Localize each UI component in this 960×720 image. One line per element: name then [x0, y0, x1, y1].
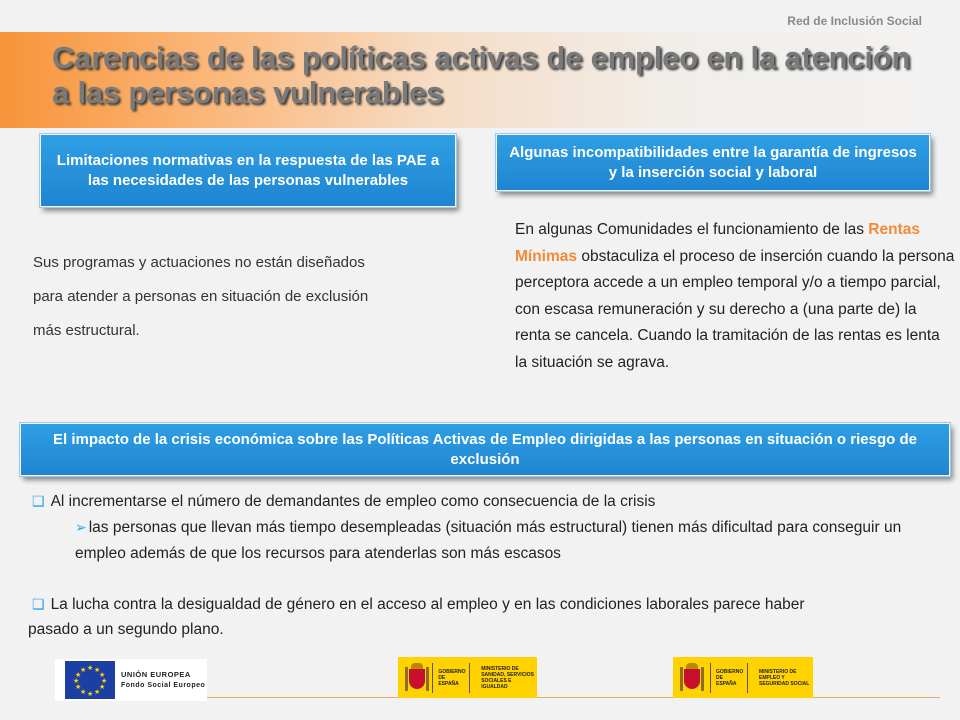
right-text-after: obstaculiza el proceso de inserción cuando la persona perceptora accede a un empleo temporal y/o a tiempo parcial, con escasa remuneración y su derecho a (una parte de) la renta se cancela. Cuando la tramitación de las rentas es lenta la situación se agrava. [515, 247, 955, 371]
bullet-text: La lucha contra la desigualdad de género en el acceso al empleo y en las condiciones laborales parece haber [50, 596, 805, 613]
eu-logo [55, 659, 207, 701]
spain-crest-icon [679, 661, 705, 695]
bullet-item [32, 591, 932, 618]
eu-flag-icon: ★ ★ ★ ★ ★ ★ ★ ★ ★ ★ ★ ★ [65, 661, 115, 699]
eu-line1: UNIÓN EUROPEA [121, 670, 191, 679]
gov-label: GOBIERNO DE ESPAÑA [438, 668, 466, 687]
gov-label: GOBIERNO DE ESPAÑA [716, 668, 744, 687]
rentas-minimas-highlight: Rentas Mínimas [515, 221, 920, 265]
sub-bullet-text: las personas que llevan más tiempo desempleadas (situación más estructural) tienen más dificultad para conseguir un empleo además de que los recursos para atenderlas son más escasos [75, 519, 902, 562]
page-title: Carencias de las políticas activas de empleo en la atención a las personas vulnerables [52, 40, 911, 110]
right-paragraph [515, 217, 955, 376]
left-line: Sus programas y actuaciones no están diseñados [33, 254, 365, 271]
ministry-empleo-logo [673, 657, 813, 698]
limitations-box: Limitaciones normativas en la respuesta de las PAE a las necesidades de las personas vulnerables [40, 134, 456, 207]
checkbox-bullet-icon: ❑ [32, 493, 45, 509]
left-line: para atender a personas en situación de exclusión [33, 288, 369, 305]
bullet-continuation: pasado a un segundo plano. [28, 621, 224, 638]
incompatibilities-box: Algunas incompatibilidades entre la garantía de ingresos y la inserción social y laboral [496, 134, 930, 191]
spain-crest-icon [404, 661, 427, 695]
eu-line2: Fondo Social Europeo [121, 682, 206, 689]
bullet-item [32, 488, 932, 515]
left-paragraph [33, 246, 443, 348]
crisis-impact-box: El impacto de la crisis económica sobre las Políticas Activas de Empleo dirigidas a las personas en situación o riesgo de exclusión [20, 423, 950, 476]
checkbox-bullet-icon: ❑ [32, 596, 45, 612]
arrow-bullet-icon: ➢ [75, 519, 87, 535]
right-text-before: En algunas Comunidades el funcionamiento de las [515, 221, 869, 238]
ministry-label: MINISTERIO DE SANIDAD, SERVICIOS SOCIALES E IGUALDAD [481, 665, 534, 690]
ministry-sanidad-logo [398, 657, 537, 698]
bullet-text: Al incrementarse el número de demandantes de empleo como consecuencia de la crisis [50, 493, 656, 510]
sub-bullet-item [75, 514, 935, 567]
left-line: más estructural. [33, 322, 140, 339]
org-tag: Red de Inclusión Social [787, 14, 922, 28]
ministry-label: MINISTERIO DE EMPLEO Y SEGURIDAD SOCIAL [759, 668, 810, 687]
eu-text [121, 669, 205, 691]
